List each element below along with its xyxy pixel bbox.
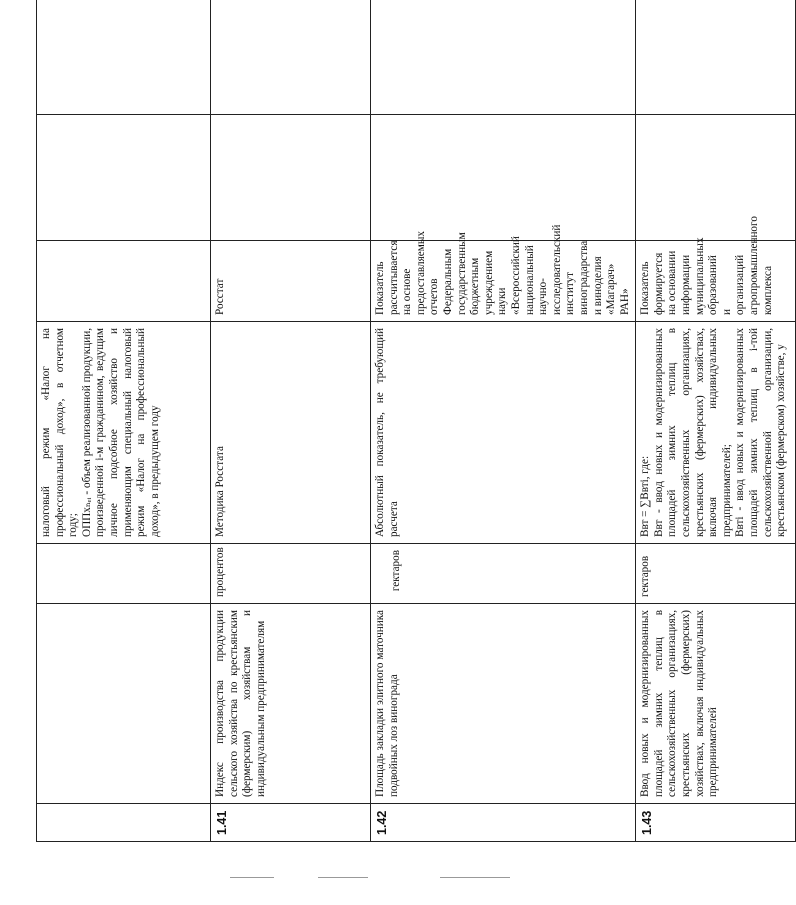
row-number: 1.41 <box>211 804 371 842</box>
scan-artifact-line <box>318 877 368 878</box>
table-row <box>37 0 211 842</box>
method-cell: Методика Росстата <box>211 322 371 544</box>
method-text: налоговый режим «Налог на профессиональный доход», в отчетном году; ОППхₙₑᵢ - объем реализованной продукции, произведенной i-м гражданином, ведущим личное подсобное хозяйство и применяющим специальный налоговый режим «Налог на профессиональный доход», в предыдущем году <box>40 328 161 537</box>
unit-cell <box>37 544 211 604</box>
scan-artifact-line <box>440 877 510 878</box>
indicator-name: Ввод новых и модернизированных площадей зимних теплиц в сельскохозяйственных организациях, крестьянских (фермерских) хозяйствах, включая индивидуальных предпринимателей <box>636 604 796 804</box>
unit-cell: гектаров <box>636 544 796 604</box>
unit-cell <box>371 544 636 604</box>
responsible-cell <box>371 115 636 241</box>
unit-cell: процентов <box>211 544 371 604</box>
empty-cell <box>37 0 211 115</box>
indicator-name: Индекс производства продукции сельского хозяйства по крестьянским (фермерским) хозяйствам и индивидуальным предпринимателям <box>211 604 371 804</box>
table-row <box>371 0 636 842</box>
method-cell <box>37 322 211 544</box>
responsible-cell <box>636 115 796 241</box>
empty-cell <box>371 0 636 115</box>
empty-cell <box>211 0 371 115</box>
source-cell: Показатель рассчитывается на основе предоставляемых отчетов Федеральным государственным бюджетным учреждением науки «Всероссийский национальный научно-исследовательский институт виноградарства и виноделия «Магарач» РАН» <box>371 241 636 322</box>
method-text: Ввт = ∑Ввті, где: Ввт - ввод новых и модернизированных площадей зимних теплиц в сельскохозяйственных организациях, крестьянских (фермерских) хозяйствах, включая индивидуальных предпринимателей; Ввті - ввод новых и модернизированных площадей зимних теплиц в i-той сельскохозяйственной организации, крестьянском (фермерском) хозяйстве, у <box>639 328 788 537</box>
source-cell: Показатель формируется на основании информации муниципальных образований и организаций агропромышленного комплекса <box>636 241 796 322</box>
method-cell <box>636 322 796 544</box>
row-number: 1.43 <box>636 804 796 842</box>
source-cell: Росстат <box>211 241 371 322</box>
scan-artifact-line <box>230 877 274 878</box>
row-number <box>37 804 211 842</box>
indicator-name <box>37 604 211 804</box>
table-row <box>636 0 796 842</box>
method-cell: Абсолютный показатель, не требующий расчета <box>371 322 636 544</box>
row-number: 1.42 <box>371 804 636 842</box>
empty-cell <box>636 0 796 115</box>
indicators-table <box>36 0 796 842</box>
responsible-cell <box>211 115 371 241</box>
source-cell <box>37 241 211 322</box>
unit-text: гектаров <box>390 550 402 592</box>
table-row <box>211 0 371 842</box>
responsible-cell <box>37 115 211 241</box>
indicator-name: Площадь закладки элитного маточника подвойных лоз винограда <box>371 604 636 804</box>
